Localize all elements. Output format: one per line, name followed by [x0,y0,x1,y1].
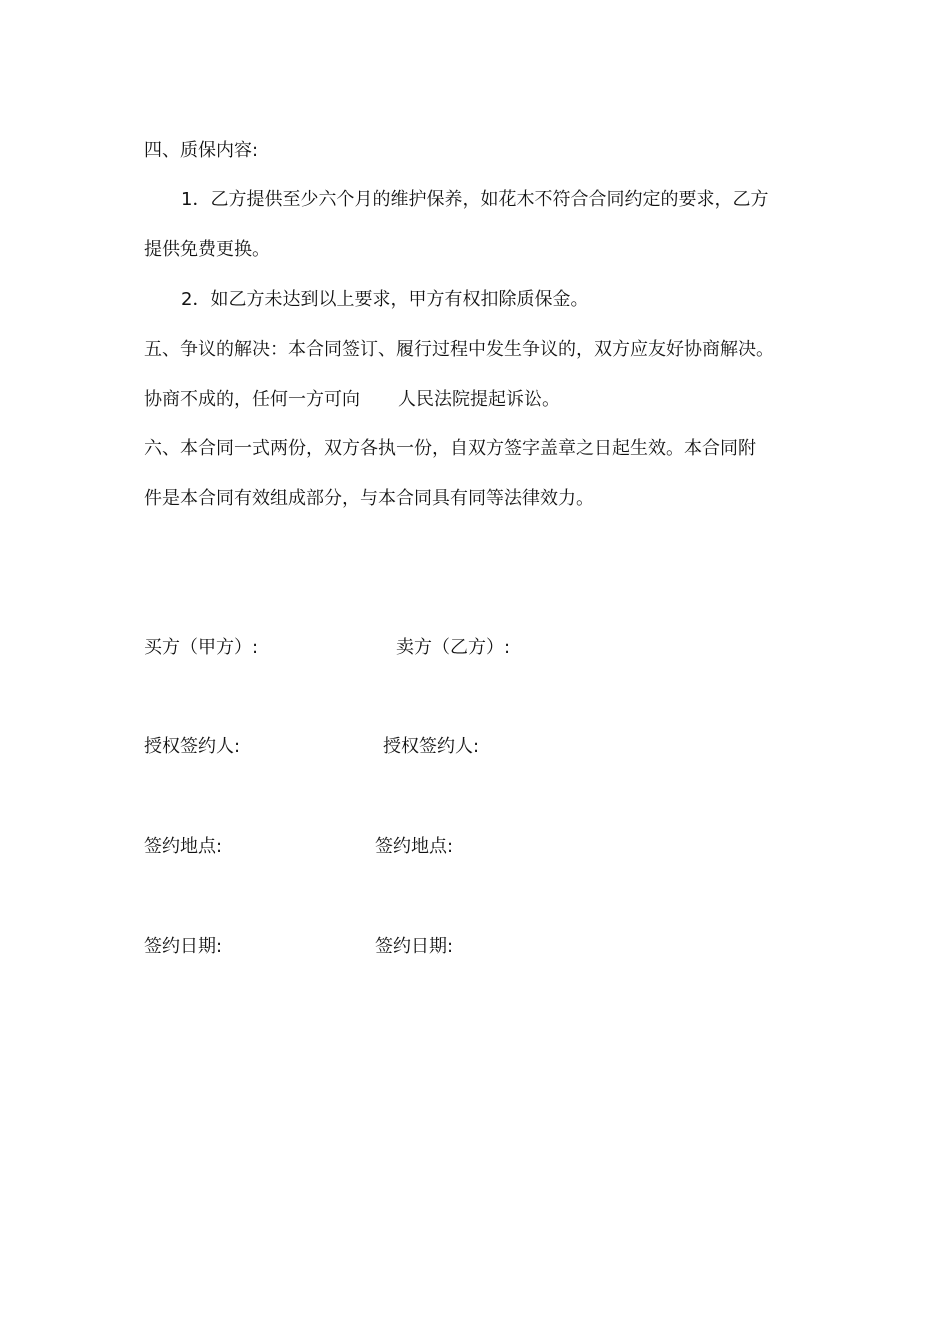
buyer-signing-place: 签约地点: [144,836,223,857]
section-4-item-2: 2．如乙方未达到以上要求，甲方有权扣除质保金。 [181,289,589,310]
section-6-line-1: 六、本合同一式两份，双方各执一份，自双方签字盖章之日起生效。本合同附 [144,438,756,459]
section-4-heading: 四、质保内容: [144,140,259,161]
section-5-line-2-part-1: 协商不成的，任何一方可向 [144,389,360,410]
buyer-authorized-signer: 授权签约人: [144,736,241,757]
seller-label: 卖方（乙方）: [396,637,511,658]
section-5-line-2-part-2: 人民法院提起诉讼。 [398,389,560,410]
buyer-signing-date: 签约日期: [144,936,223,957]
section-5-line-1: 五、争议的解决：本合同签订、履行过程中发生争议的，双方应友好协商解决。 [144,339,774,360]
seller-authorized-signer: 授权签约人: [383,736,480,757]
seller-signing-place: 签约地点: [375,836,454,857]
section-5-line-2 [144,388,560,412]
section-6-line-2: 件是本合同有效组成部分，与本合同具有同等法律效力。 [144,488,594,509]
buyer-label: 买方（甲方）: [144,637,259,658]
section-4-item-1-line-1: 1．乙方提供至少六个月的维护保养，如花木不符合合同约定的要求，乙方 [181,189,769,210]
section-4-item-1-line-2: 提供免费更换。 [144,239,270,260]
seller-signing-date: 签约日期: [375,936,454,957]
